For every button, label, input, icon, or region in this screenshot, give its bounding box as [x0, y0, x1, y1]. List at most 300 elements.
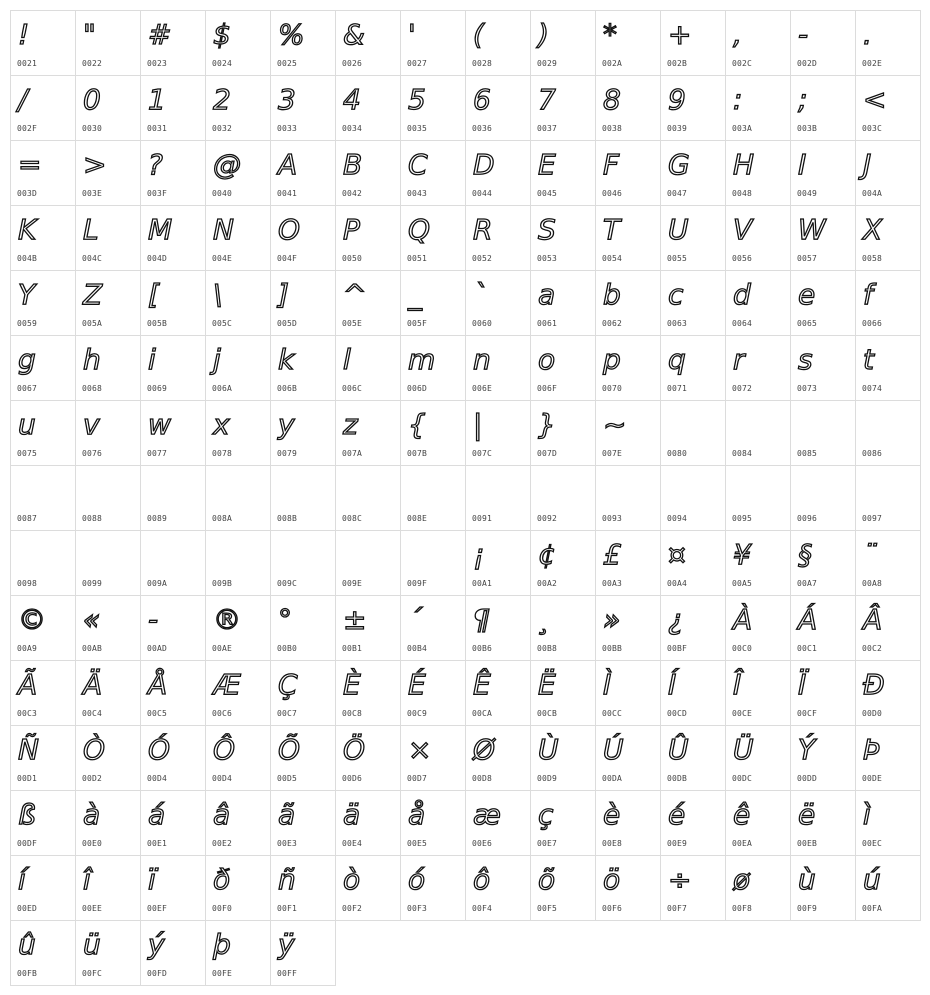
glyph-cell [791, 661, 856, 726]
glyph-cell [206, 11, 271, 76]
glyph-sample: ñ [278, 863, 296, 896]
glyph-sample: R [473, 213, 493, 246]
codepoint-label: 00F5 [537, 904, 558, 913]
glyph-sample: e [798, 278, 816, 311]
codepoint-label: 009A [147, 579, 168, 588]
codepoint-label: 00E4 [342, 839, 363, 848]
glyph-sample: E [538, 148, 556, 181]
glyph-cell [726, 141, 791, 206]
codepoint-label: 00F7 [667, 904, 688, 913]
glyph-cell [11, 856, 76, 921]
codepoint-label: 0098 [17, 579, 38, 588]
glyph-sample: V [733, 213, 753, 246]
glyph-cell [206, 141, 271, 206]
codepoint-label: 00C4 [82, 709, 103, 718]
codepoint-label: 00D4 [212, 774, 233, 783]
glyph-sample: f [863, 278, 873, 311]
glyph-sample: b [603, 278, 621, 311]
codepoint-label: 005D [277, 319, 298, 328]
glyph-sample: À [733, 603, 753, 636]
codepoint-label: 005C [212, 319, 233, 328]
codepoint-label: 00F0 [212, 904, 233, 913]
codepoint-label: 00FF [277, 969, 298, 978]
codepoint-label: 00EE [82, 904, 103, 913]
glyph-sample: í [18, 863, 26, 896]
codepoint-label: 00FD [147, 969, 168, 978]
glyph-cell [401, 206, 466, 271]
glyph-sample: Y [18, 278, 36, 311]
glyph-cell [596, 206, 661, 271]
glyph-sample: Ð [863, 668, 885, 701]
glyph-sample: © [18, 603, 46, 636]
glyph-sample: $ [213, 18, 231, 51]
glyph-grid [10, 10, 921, 986]
codepoint-label: 00D4 [147, 774, 168, 783]
glyph-cell [11, 401, 76, 466]
glyph-sample: [ [148, 278, 159, 311]
codepoint-label: 0085 [797, 449, 818, 458]
glyph-cell [661, 596, 726, 661]
codepoint-label: 00DE [862, 774, 883, 783]
glyph-cell [726, 11, 791, 76]
codepoint-label: 00DC [732, 774, 753, 783]
glyph-sample: l [343, 343, 351, 376]
codepoint-label: 0054 [602, 254, 623, 263]
codepoint-label: 007A [342, 449, 363, 458]
codepoint-label: 0057 [797, 254, 818, 263]
glyph-cell [661, 206, 726, 271]
glyph-cell [401, 791, 466, 856]
codepoint-label: 00C5 [147, 709, 168, 718]
codepoint-label: 0050 [342, 254, 363, 263]
codepoint-label: 00C7 [277, 709, 298, 718]
glyph-cell [76, 791, 141, 856]
glyph-sample: Ã [18, 668, 38, 701]
glyph-sample: ¿ [668, 603, 683, 636]
glyph-cell [141, 11, 206, 76]
glyph-sample: s [798, 343, 813, 376]
glyph-cell [791, 141, 856, 206]
glyph-cell [271, 661, 336, 726]
codepoint-label: 00A8 [862, 579, 883, 588]
glyph-cell [336, 791, 401, 856]
glyph-sample: \ [213, 278, 223, 311]
codepoint-label: 0075 [17, 449, 38, 458]
codepoint-label: 0025 [277, 59, 298, 68]
codepoint-label: 00A5 [732, 579, 753, 588]
codepoint-label: 00CC [602, 709, 623, 718]
glyph-sample: Ù [538, 733, 559, 766]
codepoint-label: 00EC [862, 839, 883, 848]
glyph-sample: × [408, 733, 432, 766]
codepoint-label: 00AB [82, 644, 103, 653]
glyph-sample: Ý [798, 733, 816, 766]
glyph-sample: & [343, 18, 365, 51]
codepoint-label: 009C [277, 579, 298, 588]
glyph-sample: ó [408, 863, 426, 896]
codepoint-label: 00D6 [342, 774, 363, 783]
glyph-cell [791, 76, 856, 141]
glyph-cell [141, 271, 206, 336]
glyph-cell [466, 596, 531, 661]
glyph-sample: Ø [473, 733, 496, 766]
codepoint-label: 0088 [82, 514, 103, 523]
codepoint-label: 004F [277, 254, 298, 263]
codepoint-label: 0027 [407, 59, 428, 68]
glyph-cell [401, 466, 466, 531]
codepoint-label: 00E0 [82, 839, 103, 848]
glyph-sample: Õ [278, 733, 301, 766]
glyph-sample: ` [473, 278, 487, 311]
glyph-cell [206, 206, 271, 271]
codepoint-label: 0046 [602, 189, 623, 198]
glyph-cell [726, 401, 791, 466]
glyph-cell [661, 531, 726, 596]
glyph-sample: ; [798, 83, 808, 116]
codepoint-label: 00D7 [407, 774, 428, 783]
codepoint-label: 0038 [602, 124, 623, 133]
glyph-sample: à [83, 798, 101, 831]
glyph-cell [466, 336, 531, 401]
glyph-cell [11, 791, 76, 856]
glyph-sample: Ô [213, 733, 236, 766]
glyph-cell [531, 791, 596, 856]
codepoint-label: 006F [537, 384, 558, 393]
codepoint-label: 0086 [862, 449, 883, 458]
codepoint-label: 0064 [732, 319, 753, 328]
glyph-cell [141, 856, 206, 921]
glyph-sample: o [538, 343, 556, 376]
glyph-sample: § [798, 538, 812, 571]
glyph-sample: Ò [83, 733, 106, 766]
glyph-sample: 8 [603, 83, 621, 116]
glyph-cell [206, 531, 271, 596]
glyph-cell [531, 726, 596, 791]
glyph-sample: h [83, 343, 101, 376]
glyph-cell [336, 726, 401, 791]
glyph-cell [11, 596, 76, 661]
codepoint-label: 00D8 [472, 774, 493, 783]
glyph-cell [466, 726, 531, 791]
glyph-sample: ã [278, 798, 296, 831]
codepoint-label: 00F9 [797, 904, 818, 913]
glyph-sample: õ [538, 863, 556, 896]
glyph-cell [466, 466, 531, 531]
glyph-sample: ò [343, 863, 361, 896]
glyph-sample: Ä [83, 668, 103, 701]
glyph-cell [336, 531, 401, 596]
glyph-sample: þ [213, 928, 231, 961]
glyph-cell [11, 76, 76, 141]
codepoint-label: 00C2 [862, 644, 883, 653]
glyph-cell [856, 76, 921, 141]
codepoint-label: 00D9 [537, 774, 558, 783]
glyph-sample: Ç [278, 668, 298, 701]
codepoint-label: 0066 [862, 319, 883, 328]
codepoint-label: 0096 [797, 514, 818, 523]
glyph-cell [856, 791, 921, 856]
glyph-cell [726, 791, 791, 856]
codepoint-label: 00DD [797, 774, 818, 783]
glyph-sample: > [83, 148, 107, 181]
glyph-sample: / [18, 83, 28, 116]
glyph-cell [856, 141, 921, 206]
glyph-sample: ° [278, 603, 292, 636]
glyph-cell [11, 466, 76, 531]
glyph-sample: u [18, 408, 36, 441]
glyph-cell [531, 466, 596, 531]
glyph-cell [726, 206, 791, 271]
codepoint-label: 00F1 [277, 904, 298, 913]
glyph-cell [856, 336, 921, 401]
glyph-sample: ì [863, 798, 871, 831]
codepoint-label: 00E7 [537, 839, 558, 848]
glyph-cell [596, 726, 661, 791]
codepoint-label: 004C [82, 254, 103, 263]
glyph-sample: k [278, 343, 295, 376]
glyph-cell [401, 401, 466, 466]
glyph-cell [76, 271, 141, 336]
glyph-cell [141, 921, 206, 986]
glyph-sample: ' [408, 18, 416, 51]
glyph-sample: Î [733, 668, 742, 701]
glyph-cell [401, 11, 466, 76]
codepoint-label: 0026 [342, 59, 363, 68]
glyph-sample: M [148, 213, 173, 246]
codepoint-label: 0055 [667, 254, 688, 263]
codepoint-label: 009F [407, 579, 428, 588]
glyph-sample: ê [733, 798, 751, 831]
glyph-cell [336, 11, 401, 76]
glyph-cell [726, 856, 791, 921]
codepoint-label: 0023 [147, 59, 168, 68]
glyph-cell [791, 791, 856, 856]
codepoint-label: 004D [147, 254, 168, 263]
glyph-sample: ( [473, 18, 484, 51]
glyph-sample: £ [603, 538, 621, 571]
glyph-cell [271, 206, 336, 271]
codepoint-label: 00BF [667, 644, 688, 653]
glyph-cell [76, 11, 141, 76]
glyph-sample: ÿ [278, 928, 295, 961]
codepoint-label: 00A1 [472, 579, 493, 588]
glyph-sample: i [148, 343, 156, 376]
glyph-sample: c [668, 278, 684, 311]
codepoint-label: 00D2 [82, 774, 103, 783]
codepoint-label: 002B [667, 59, 688, 68]
glyph-cell [856, 206, 921, 271]
glyph-sample: Å [148, 668, 168, 701]
glyph-sample: x [213, 408, 230, 441]
glyph-cell [661, 466, 726, 531]
codepoint-label: 00B0 [277, 644, 298, 653]
glyph-cell [401, 531, 466, 596]
codepoint-label: 00B6 [472, 644, 493, 653]
glyph-cell [856, 856, 921, 921]
glyph-sample: ! [18, 18, 30, 51]
glyph-cell [336, 661, 401, 726]
codepoint-label: 00B4 [407, 644, 428, 653]
glyph-sample: S [538, 213, 556, 246]
glyph-sample: " [83, 18, 96, 51]
glyph-sample: m [408, 343, 436, 376]
codepoint-label: 0067 [17, 384, 38, 393]
glyph-sample: A [278, 148, 298, 181]
codepoint-label: 0080 [667, 449, 688, 458]
codepoint-label: 0099 [82, 579, 103, 588]
glyph-sample: ô [473, 863, 491, 896]
codepoint-label: 0073 [797, 384, 818, 393]
glyph-sample: Æ [213, 668, 241, 701]
codepoint-label: 0028 [472, 59, 493, 68]
codepoint-label: 007C [472, 449, 493, 458]
glyph-cell [726, 76, 791, 141]
glyph-cell [856, 271, 921, 336]
codepoint-label: 0089 [147, 514, 168, 523]
codepoint-label: 005B [147, 319, 168, 328]
glyph-sample: F [603, 148, 620, 181]
codepoint-label: 00E2 [212, 839, 233, 848]
codepoint-label: 0039 [667, 124, 688, 133]
codepoint-label: 008E [407, 514, 428, 523]
codepoint-label: 0036 [472, 124, 493, 133]
glyph-cell [726, 271, 791, 336]
glyph-cell [791, 596, 856, 661]
codepoint-label: 00DB [667, 774, 688, 783]
glyph-cell [401, 661, 466, 726]
glyph-sample: B [343, 148, 363, 181]
glyph-cell [206, 401, 271, 466]
glyph-cell [856, 726, 921, 791]
codepoint-label: 004A [862, 189, 883, 198]
glyph-sample: W [798, 213, 826, 246]
glyph-cell [271, 791, 336, 856]
glyph-sample: ð [213, 863, 231, 896]
codepoint-label: 00D0 [862, 709, 883, 718]
glyph-sample: L [83, 213, 99, 246]
glyph-cell [596, 856, 661, 921]
glyph-sample: Ì [603, 668, 612, 701]
glyph-cell [466, 206, 531, 271]
glyph-cell [596, 271, 661, 336]
glyph-cell [206, 726, 271, 791]
codepoint-label: 0087 [17, 514, 38, 523]
glyph-sample: ) [538, 18, 549, 51]
codepoint-label: 0072 [732, 384, 753, 393]
glyph-sample: Â [863, 603, 883, 636]
codepoint-label: 00DF [17, 839, 38, 848]
glyph-sample: T [603, 213, 621, 246]
codepoint-label: 00C9 [407, 709, 428, 718]
glyph-sample: w [148, 408, 171, 441]
glyph-sample: X [863, 213, 883, 246]
glyph-cell [856, 661, 921, 726]
codepoint-label: 0022 [82, 59, 103, 68]
codepoint-label: 0048 [732, 189, 753, 198]
glyph-cell [401, 336, 466, 401]
codepoint-label: 0041 [277, 189, 298, 198]
glyph-cell [141, 661, 206, 726]
glyph-sample: ù [798, 863, 816, 896]
glyph-sample: t [863, 343, 874, 376]
codepoint-label: 00E3 [277, 839, 298, 848]
glyph-sample: ® [213, 603, 241, 636]
glyph-cell [336, 401, 401, 466]
glyph-cell [141, 596, 206, 661]
codepoint-label: 00C6 [212, 709, 233, 718]
glyph-cell [11, 206, 76, 271]
glyph-sample: Q [408, 213, 431, 246]
glyph-cell [76, 466, 141, 531]
glyph-sample: j [213, 343, 221, 376]
glyph-cell [791, 726, 856, 791]
glyph-cell [596, 466, 661, 531]
glyph-cell [11, 141, 76, 206]
codepoint-label: 00D1 [17, 774, 38, 783]
glyph-sample: ~ [603, 408, 627, 441]
glyph-cell [206, 661, 271, 726]
glyph-cell [76, 336, 141, 401]
codepoint-label: 00E6 [472, 839, 493, 848]
codepoint-label: 00A2 [537, 579, 558, 588]
codepoint-label: 007D [537, 449, 558, 458]
glyph-sample: + [668, 18, 692, 51]
codepoint-label: 002E [862, 59, 883, 68]
glyph-sample: Ü [733, 733, 754, 766]
glyph-cell [661, 336, 726, 401]
glyph-cell [466, 76, 531, 141]
codepoint-label: 0037 [537, 124, 558, 133]
codepoint-label: 006C [342, 384, 363, 393]
glyph-cell [596, 596, 661, 661]
glyph-cell [466, 141, 531, 206]
codepoint-label: 0021 [17, 59, 38, 68]
glyph-cell [661, 141, 726, 206]
glyph-sample: ø [733, 863, 751, 896]
glyph-cell [11, 336, 76, 401]
glyph-cell [76, 856, 141, 921]
codepoint-label: 0040 [212, 189, 233, 198]
glyph-sample: ^ [343, 278, 367, 311]
glyph-cell [791, 336, 856, 401]
codepoint-label: 003F [147, 189, 168, 198]
glyph-cell [271, 531, 336, 596]
glyph-cell [791, 531, 856, 596]
glyph-sample: Ñ [18, 733, 39, 766]
codepoint-label: 002C [732, 59, 753, 68]
glyph-cell [76, 141, 141, 206]
glyph-cell [206, 921, 271, 986]
glyph-sample: ÷ [668, 863, 692, 896]
codepoint-label: 0097 [862, 514, 883, 523]
glyph-sample: 2 [213, 83, 231, 116]
glyph-cell [206, 466, 271, 531]
codepoint-label: 005E [342, 319, 363, 328]
codepoint-label: 008C [342, 514, 363, 523]
codepoint-label: 00F2 [342, 904, 363, 913]
glyph-sample: Á [798, 603, 818, 636]
glyph-cell [271, 141, 336, 206]
glyph-sample: « [83, 603, 101, 636]
glyph-sample: ¸ [538, 603, 552, 636]
codepoint-label: 00F4 [472, 904, 493, 913]
glyph-cell [856, 466, 921, 531]
glyph-sample: å [408, 798, 426, 831]
glyph-sample: n [473, 343, 491, 376]
glyph-cell [76, 206, 141, 271]
codepoint-label: 00FC [82, 969, 103, 978]
glyph-cell [531, 596, 596, 661]
